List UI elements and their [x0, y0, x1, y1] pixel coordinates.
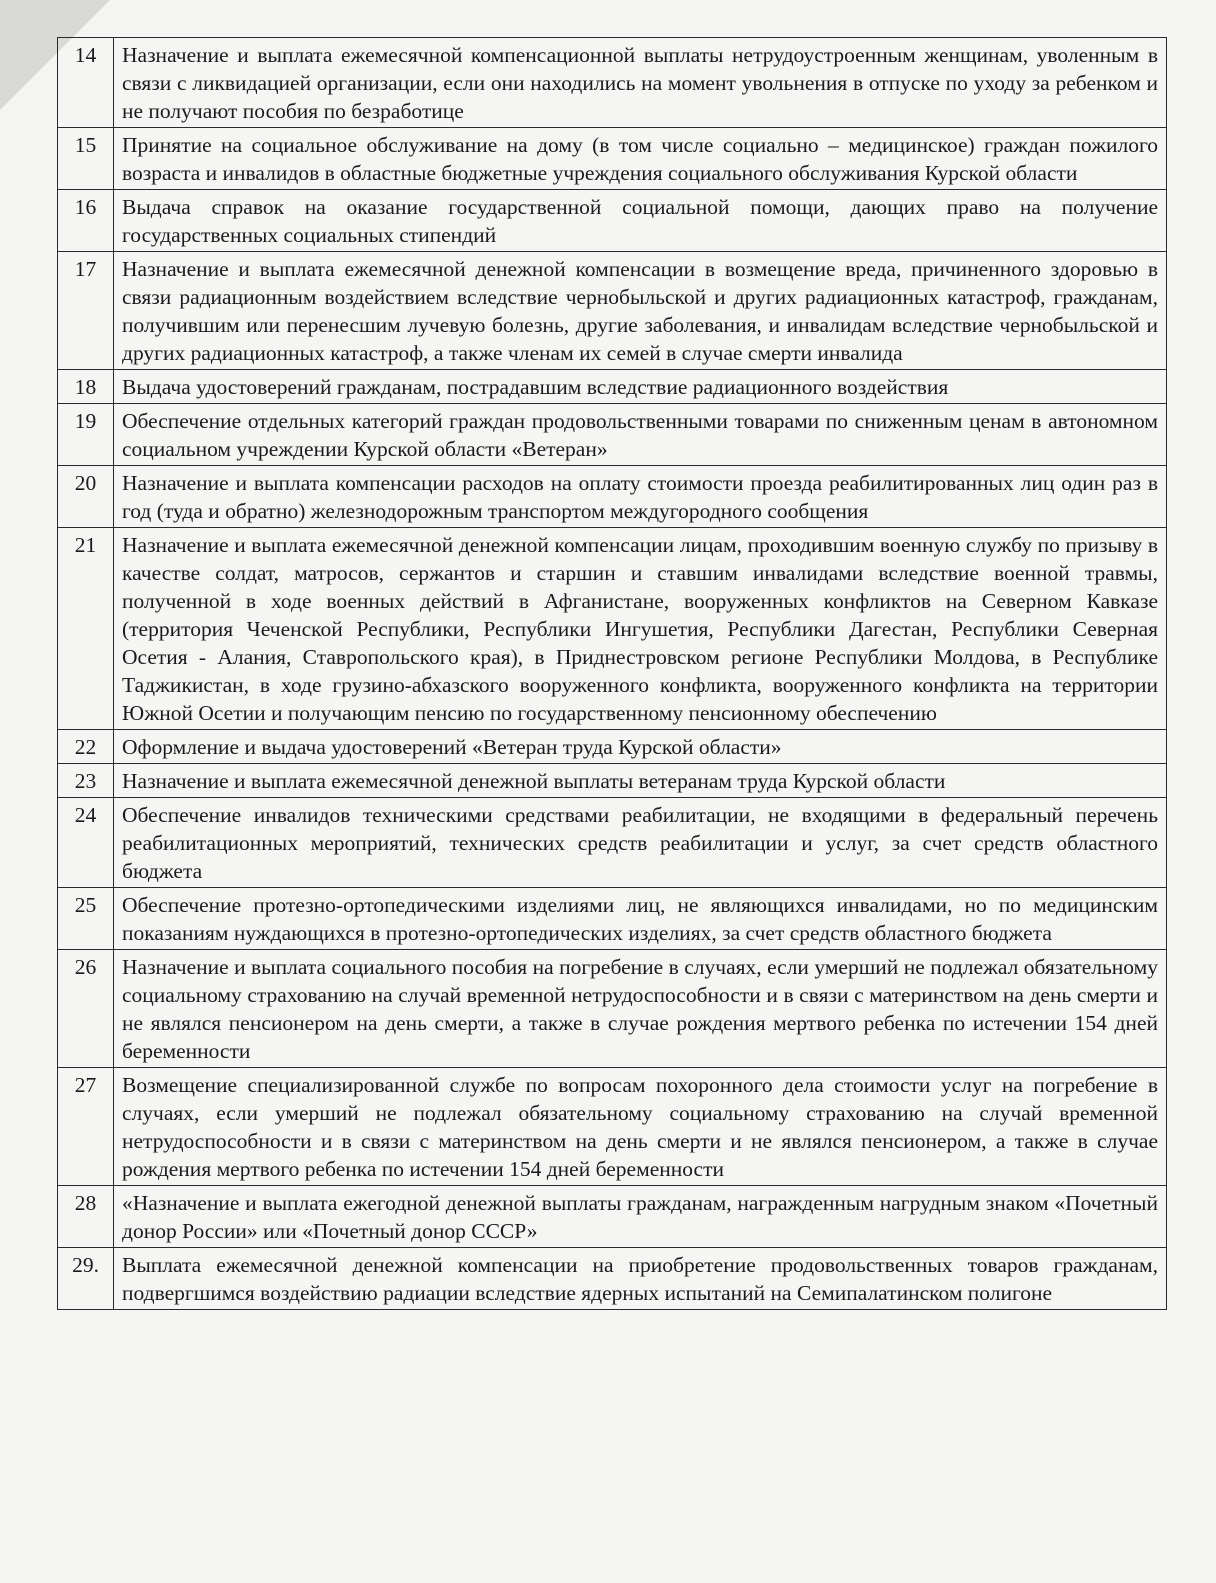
table-row — [58, 128, 1167, 190]
row-text: Выплата ежемесячной денежной компенсации на приобретение продовольственных товаров гражданам, подвергшимся воздействию радиации вследствие ядерных испытаний на Семипалатинском полигоне — [114, 1248, 1167, 1310]
row-text: Назначение и выплата ежемесячной денежной выплаты ветеранам труда Курской области — [114, 764, 1167, 798]
row-number: 19 — [58, 404, 114, 466]
table-row — [58, 764, 1167, 798]
table-row — [58, 370, 1167, 404]
row-number: 23 — [58, 764, 114, 798]
row-text: Назначение и выплата ежемесячной компенсационной выплаты нетрудоустроенным женщинам, уволенным в связи с ликвидацией организации, если они находились на момент увольнения в отпуске по уходу за ребенком и не получают пособия по безработице — [114, 38, 1167, 128]
row-text: Назначение и выплата компенсации расходов на оплату стоимости проезда реабилитированных лиц один раз в год (туда и обратно) железнодорожным транспортом междугородного сообщения — [114, 466, 1167, 528]
row-text: «Назначение и выплата ежегодной денежной выплаты гражданам, награжденным нагрудным знаком «Почетный донор России» или «Почетный донор СССР» — [114, 1186, 1167, 1248]
table-row — [58, 730, 1167, 764]
row-number: 18 — [58, 370, 114, 404]
row-text: Выдача справок на оказание государственной социальной помощи, дающих право на получение государственных социальных стипендий — [114, 190, 1167, 252]
row-number: 24 — [58, 798, 114, 888]
row-text: Оформление и выдача удостоверений «Ветеран труда Курской области» — [114, 730, 1167, 764]
row-text: Обеспечение отдельных категорий граждан продовольственными товарами по сниженным ценам в автономном социальном учреждении Курской области «Ветеран» — [114, 404, 1167, 466]
row-text: Возмещение специализированной службе по вопросам похоронного дела стоимости услуг на погребение в случаях, если умерший не подлежал обязательному социальному страхованию на случай временной нетрудоспособности и в связи с материнством на день смерти и не являлся пенсионером, а также в случае рождения мертвого ребенка по истечении 154 дней беременности — [114, 1068, 1167, 1186]
row-text: Выдача удостоверений гражданам, пострадавшим вследствие радиационного воздействия — [114, 370, 1167, 404]
row-number: 27 — [58, 1068, 114, 1186]
table-row — [58, 1068, 1167, 1186]
table-row — [58, 38, 1167, 128]
row-text: Назначение и выплата социального пособия на погребение в случаях, если умерший не подлежал обязательному социальному страхованию на случай временной нетрудоспособности и в связи с материнством на день смерти и не являлся пенсионером на день смерти, а также в случае рождения мертвого ребенка по истечении 154 дней беременности — [114, 950, 1167, 1068]
table-row — [58, 1248, 1167, 1310]
row-number: 26 — [58, 950, 114, 1068]
row-number: 17 — [58, 252, 114, 370]
row-number: 22 — [58, 730, 114, 764]
table-row — [58, 466, 1167, 528]
row-text: Назначение и выплата ежемесячной денежной компенсации в возмещение вреда, причиненного здоровью в связи радиационным воздействием вследствие чернобыльской и других радиационных катастроф, гражданам, получившим или перенесшим лучевую болезнь, другие заболевания, и инвалидам вследствие чернобыльской и других радиационных катастроф, а также членам их семей в случае смерти инвалида — [114, 252, 1167, 370]
table-row — [58, 528, 1167, 730]
table-row — [58, 404, 1167, 466]
table-row — [58, 888, 1167, 950]
table-row — [58, 950, 1167, 1068]
row-text: Обеспечение инвалидов техническими средствами реабилитации, не входящими в федеральный перечень реабилитационных мероприятий, технических средств реабилитации и услуг, за счет средств областного бюджета — [114, 798, 1167, 888]
row-number: 16 — [58, 190, 114, 252]
row-number: 14 — [58, 38, 114, 128]
row-text: Обеспечение протезно-ортопедическими изделиями лиц, не являющихся инвалидами, но по медицинским показаниям нуждающихся в протезно-ортопедических изделиях, за счет средств областного бюджета — [114, 888, 1167, 950]
row-number: 29. — [58, 1248, 114, 1310]
table-row — [58, 252, 1167, 370]
services-table — [57, 37, 1167, 1310]
table-row — [58, 190, 1167, 252]
row-number: 28 — [58, 1186, 114, 1248]
row-text: Назначение и выплата ежемесячной денежной компенсации лицам, проходившим военную службу по призыву в качестве солдат, матросов, сержантов и старшин и ставшим инвалидами вследствие военной травмы, полученной в ходе военных действий в Афганистане, вооруженных конфликтов на Северном Кавказе (территория Чеченской Республики, Республики Ингушетия, Республики Дагестан, Республики Северная Осетия - Алания, Ставропольского края), в Приднестровском регионе Республики Молдова, в Республике Таджикистан, в ходе грузино-абхазского вооруженного конфликта, вооруженного конфликта на территории Южной Осетии и получающим пенсию по государственному пенсионному обеспечению — [114, 528, 1167, 730]
row-number: 15 — [58, 128, 114, 190]
row-text: Принятие на социальное обслуживание на дому (в том числе социально – медицинское) граждан пожилого возраста и инвалидов в областные бюджетные учреждения социального обслуживания Курской области — [114, 128, 1167, 190]
table-row — [58, 1186, 1167, 1248]
row-number: 21 — [58, 528, 114, 730]
row-number: 20 — [58, 466, 114, 528]
table-row — [58, 798, 1167, 888]
row-number: 25 — [58, 888, 114, 950]
